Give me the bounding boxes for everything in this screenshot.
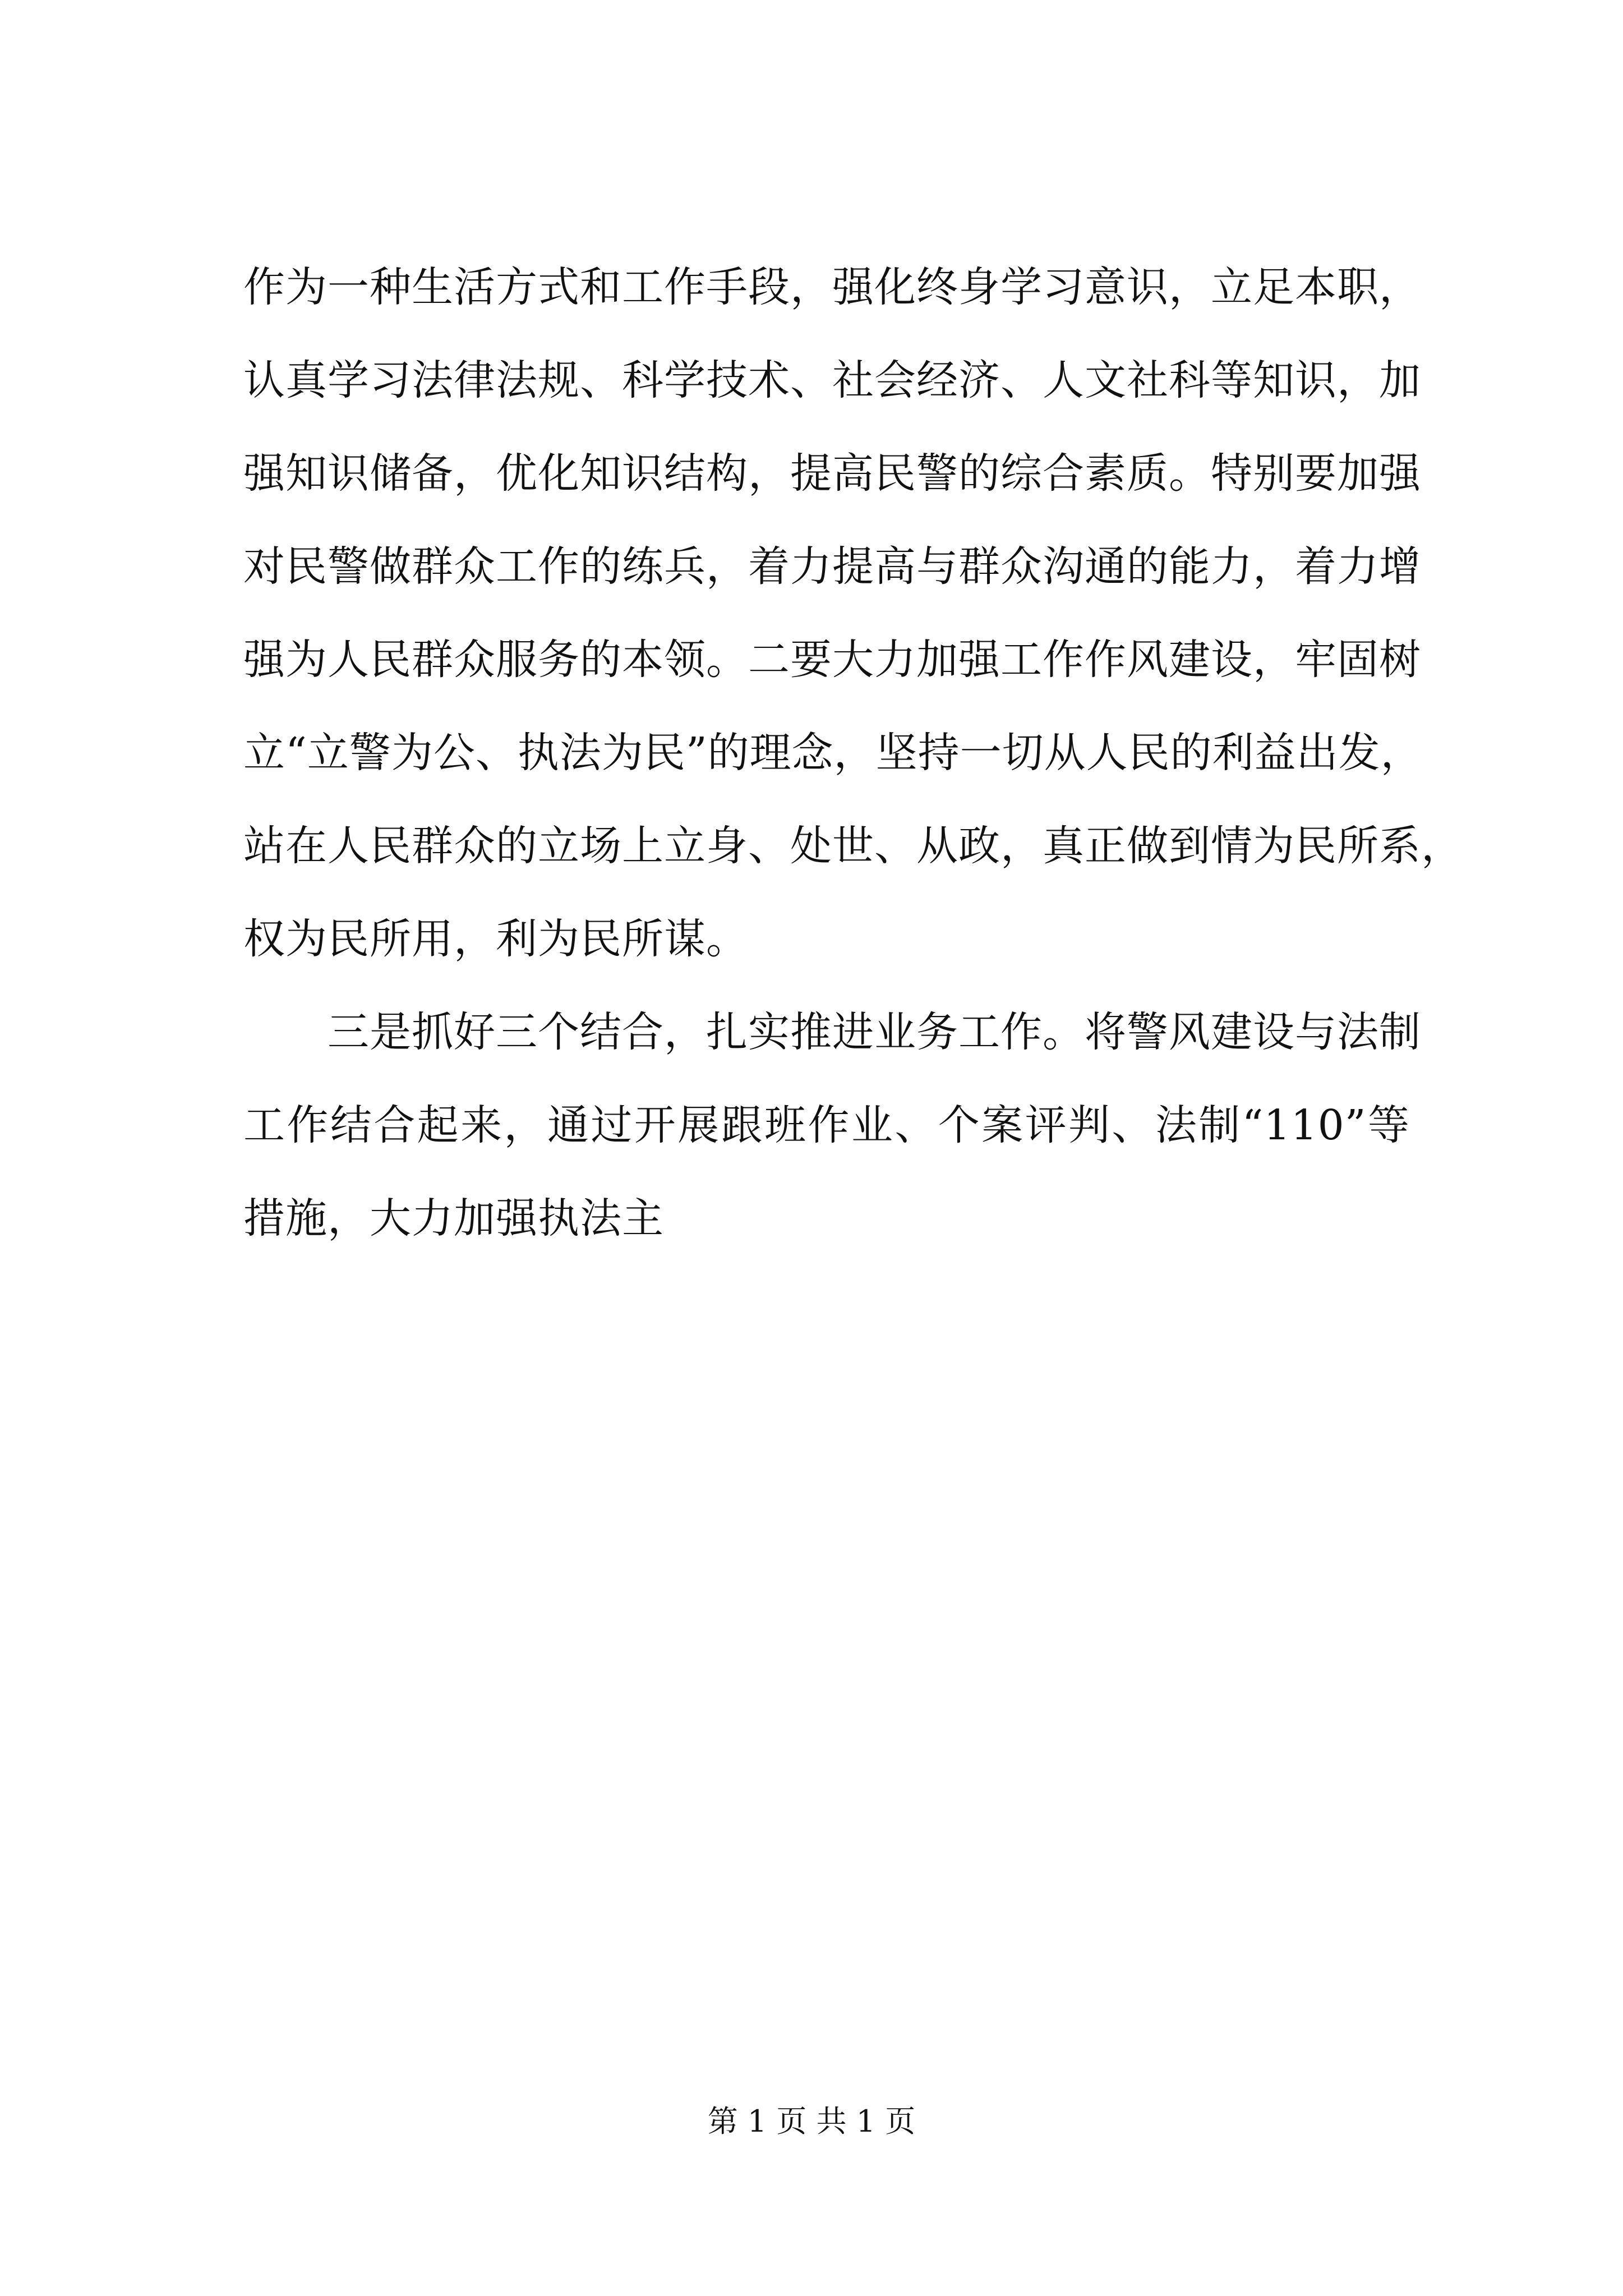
text-line: 作为一种生活方式和工作手段，强化终身学习意识，立足本职， (243, 263, 1421, 311)
page-footer: 第 1 页 共 1 页 (707, 2104, 916, 2139)
text-line: 强知识储备，优化知识结构，提高民警的综合素质。特别要加强 (243, 449, 1421, 498)
text-line: 权为民所用，利为民所谋。 (243, 915, 748, 963)
text-line: 对民警做群众工作的练兵，着力提高与群众沟通的能力，着力增 (243, 542, 1421, 591)
text-line: 措施，大力加强执法主 (243, 1194, 664, 1243)
text-line: 立“立警为公、执法为民”的理念，坚持一切从人民的利益出发， (243, 729, 1423, 777)
text-line: 站在人民群众的立场上立身、处世、从政，真正做到情为民所系， (243, 822, 1463, 870)
text-line: 认真学习法律法规、科学技术、社会经济、人文社科等知识，加 (243, 356, 1421, 404)
text-line: 强为人民群众服务的本领。二要大力加强工作作风建设，牢固树 (243, 636, 1421, 684)
text-line: 工作结合起来，通过开展跟班作业、个案评判、法制“110”等 (243, 1101, 1410, 1149)
paragraph-start-line: 三是抓好三个结合，扎实推进业务工作。将警风建设与法制 (328, 1008, 1421, 1056)
